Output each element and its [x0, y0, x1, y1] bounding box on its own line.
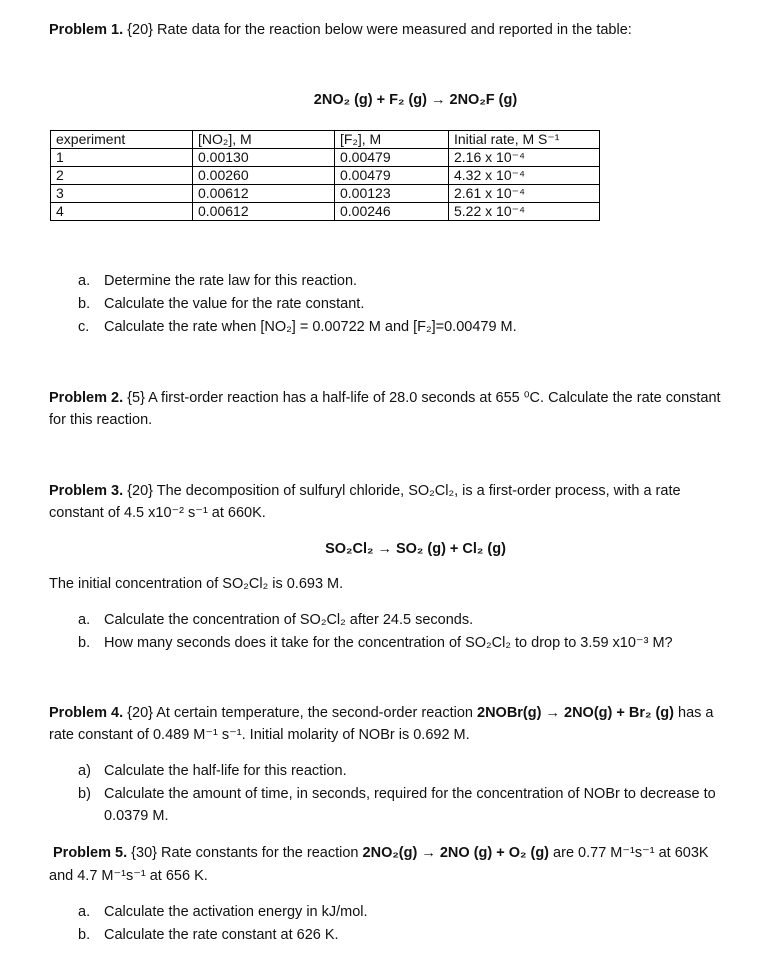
problem-5-pre: {30} Rate constants for the reaction	[131, 845, 359, 861]
table-cell: 3	[51, 185, 193, 203]
list-text: Calculate the rate constant at 626 K.	[104, 927, 339, 943]
list-marker: a.	[78, 612, 91, 628]
list-item	[78, 317, 517, 338]
problem-1-intro	[49, 20, 632, 41]
list-marker: b)	[78, 786, 91, 802]
problem-4-post: has a	[678, 705, 714, 721]
list-text: Calculate the activation energy in kJ/mol.	[104, 904, 368, 920]
problem-1-label: Problem 1.	[49, 22, 124, 38]
list-item	[78, 633, 673, 654]
table-header-cell: Initial rate, M S⁻¹	[449, 131, 600, 149]
table-cell: 4.32 x 10⁻⁴	[449, 167, 600, 185]
list-text: Determine the rate law for this reaction.	[104, 273, 358, 289]
list-item	[78, 761, 347, 782]
table-cell: 0.00479	[335, 167, 449, 185]
rate-data-table	[50, 130, 600, 221]
problem-2-line1: {5} A first-order reaction has a half-life of 28.0 seconds at 655 ⁰C. Calculate the rate constant	[127, 390, 721, 406]
list-text: Calculate the concentration of SO₂Cl₂ after 24.5 seconds.	[104, 612, 474, 628]
table-cell: 0.00123	[335, 185, 449, 203]
problem-5-reaction: 2NO₂(g) → 2NO (g) + O₂ (g)	[362, 845, 550, 861]
list-marker: b.	[78, 296, 91, 312]
table-cell: 0.00246	[335, 203, 449, 221]
problem-1-text: Rate data for the reaction below were measured and reported in the table:	[157, 22, 632, 38]
problem-3-text	[49, 481, 681, 502]
table-header-cell: [NO₂], M	[193, 131, 335, 149]
list-item	[78, 294, 364, 315]
list-marker: b.	[78, 927, 91, 943]
problem-3-line2: constant of 4.5 x10⁻² s⁻¹ at 660K.	[49, 505, 266, 521]
table-row	[51, 167, 600, 185]
list-marker: a.	[78, 273, 91, 289]
table-cell: 1	[51, 149, 193, 167]
list-item	[78, 902, 368, 923]
problem-4-text	[49, 703, 713, 724]
table-header-row	[51, 131, 600, 149]
problem-3-initial: The initial concentration of SO₂Cl₂ is 0.693 M.	[49, 576, 344, 592]
table-cell: 0.00612	[193, 203, 335, 221]
problem-1-equation: 2NO₂ (g) + F₂ (g) → 2NO₂F (g)	[313, 92, 518, 108]
list-text-continuation: 0.0379 M.	[104, 808, 169, 824]
table-cell: 0.00479	[335, 149, 449, 167]
list-item	[78, 610, 473, 631]
problem-4-pre: {20} At certain temperature, the second-order reaction	[127, 705, 473, 721]
table-header-cell: [F₂], M	[335, 131, 449, 149]
problem-4-label: Problem 4.	[49, 705, 124, 721]
table-cell: 4	[51, 203, 193, 221]
table-cell: 0.00612	[193, 185, 335, 203]
table-cell: 5.22 x 10⁻⁴	[449, 203, 600, 221]
problem-5-line2: and 4.7 M⁻¹s⁻¹ at 656 K.	[49, 868, 208, 884]
list-marker: a.	[78, 904, 91, 920]
problem-5-label: Problem 5.	[53, 845, 128, 861]
list-item	[78, 925, 339, 946]
list-text: Calculate the amount of time, in seconds, required for the concentration of NOBr to decrease to	[104, 786, 716, 802]
problem-2-line2: for this reaction.	[49, 412, 153, 428]
table-cell: 0.00260	[193, 167, 335, 185]
list-text: Calculate the value for the rate constant.	[104, 296, 365, 312]
problem-3-label: Problem 3.	[49, 483, 124, 499]
list-text: Calculate the half-life for this reaction.	[104, 763, 347, 779]
table-cell: 0.00130	[193, 149, 335, 167]
table-cell: 2	[51, 167, 193, 185]
list-marker: a)	[78, 763, 91, 779]
problem-1-points: {20}	[127, 22, 153, 38]
list-marker: c.	[78, 319, 90, 335]
problem-2-text	[49, 388, 721, 409]
problem-2-label: Problem 2.	[49, 390, 124, 406]
list-item	[78, 271, 357, 292]
problem-4-line2: rate constant of 0.489 M⁻¹ s⁻¹. Initial molarity of NOBr is 0.692 M.	[49, 727, 470, 743]
problem-3-line1: {20} The decomposition of sulfuryl chloride, SO₂Cl₂, is a first-order process, with a rate	[127, 483, 681, 499]
problem-5-text	[53, 843, 709, 864]
table-row	[51, 149, 600, 167]
table-header-cell: experiment	[51, 131, 193, 149]
list-text: Calculate the rate when [NO₂] = 0.00722 M and [F₂]=0.00479 M.	[104, 319, 517, 335]
problem-4-reaction: 2NOBr(g) → 2NO(g) + Br₂ (g)	[477, 705, 674, 721]
table-cell: 2.61 x 10⁻⁴	[449, 185, 600, 203]
list-item	[78, 784, 716, 805]
problem-5-post: are 0.77 M⁻¹s⁻¹ at 603K	[553, 845, 709, 861]
problem-3-equation: SO₂Cl₂ → SO₂ (g) + Cl₂ (g)	[325, 541, 506, 557]
table-cell: 2.16 x 10⁻⁴	[449, 149, 600, 167]
table-row	[51, 185, 600, 203]
list-marker: b.	[78, 635, 91, 651]
table-row	[51, 203, 600, 221]
list-text: How many seconds does it take for the concentration of SO₂Cl₂ to drop to 3.59 x10⁻³ M?	[104, 635, 673, 651]
